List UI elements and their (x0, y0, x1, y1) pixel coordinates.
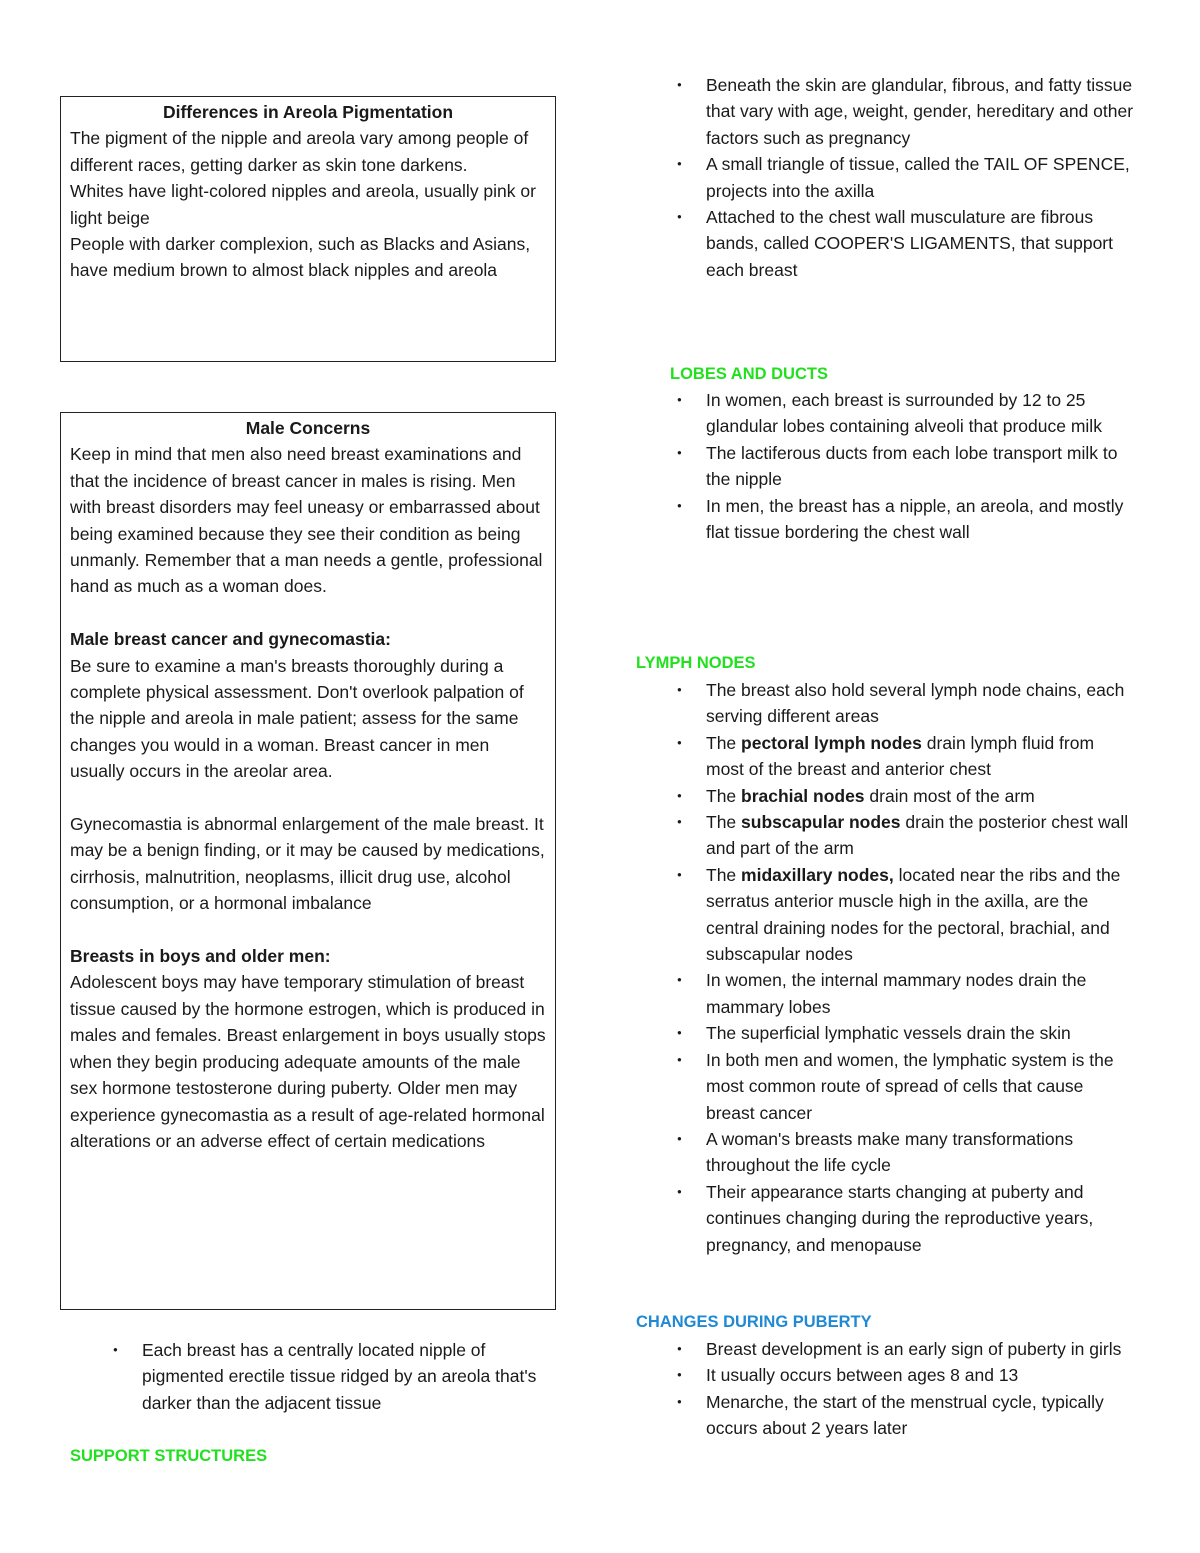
text-span: The (706, 732, 742, 753)
text-span: drain most of the arm (864, 785, 1035, 806)
male-cancer-paragraph: Be sure to examine a man's breasts thoroughly during a complete physical assessment. Don't overlook palpation of the nipple and areola in male patient; assess for the same changes you would in a woman. Breast cancer in men usually occurs in the areolar area. (70, 655, 524, 782)
bold-term: pectoral lymph nodes (741, 732, 922, 753)
list-item (636, 809, 1136, 862)
text-span: The (706, 864, 742, 885)
bold-term: brachial nodes (741, 785, 865, 806)
text-span: The (706, 812, 742, 833)
lobes-bullet-list (636, 387, 1136, 545)
bold-term: midaxillary nodes, (741, 864, 894, 885)
list-item: ● Their appearance starts changing at puberty and continues changing during the reproductive years, pregnancy, and menopause (636, 1179, 1136, 1258)
list-item: ● A woman's breasts make many transformations throughout the life cycle (636, 1126, 1136, 1179)
list-item: ● In women, the internal mammary nodes drain the mammary lobes (636, 967, 1136, 1020)
text-span: drain the posterior chest wall and part of the arm (706, 812, 1129, 859)
list-item: ● Menarche, the start of the menstrual cycle, typically occurs about 2 years later (636, 1389, 1136, 1442)
gynecomastia-paragraph: Gynecomastia is abnormal enlargement of the male breast. It may be a benign finding, or it may be caused by medications, cirrhosis, malnutrition, neoplasms, illicit drug use, alcohol consumption, or a hormonal imbalance (70, 814, 545, 914)
male-concerns-box (60, 412, 556, 1310)
list-item: ● In men, the breast has a nipple, an areola, and mostly flat tissue bordering the chest wall (636, 493, 1136, 546)
list-item: ● It usually occurs between ages 8 and 13 (636, 1362, 1136, 1388)
boys-heading: Breasts in boys and older men: (70, 946, 331, 967)
lymph-bullet-list (636, 677, 1136, 1258)
list-item: ● The superficial lymphatic vessels drain the skin (636, 1020, 1136, 1046)
areola-paragraph: The pigment of the nipple and areola vary among people of different races, getting darker as skin tone darkens. (70, 128, 529, 175)
areola-paragraph: Whites have light-colored nipples and areola, usually pink or light beige (70, 181, 536, 228)
list-item: ● In both men and women, the lymphatic system is the most common route of spread of cells that cause breast cancer (636, 1047, 1136, 1126)
text-span: The (706, 785, 742, 806)
list-item: ● Each breast has a centrally located nipple of pigmented erectile tissue ridged by an areola that's darker than the adjacent tissue (72, 1337, 552, 1416)
lymph-nodes-heading: LYMPH NODES (636, 654, 756, 672)
male-cancer-heading: Male breast cancer and gynecomastia: (70, 629, 391, 650)
list-item: ● Attached to the chest wall musculature are fibrous bands, called COOPER'S LIGAMENTS, that support each breast (636, 204, 1136, 283)
areola-pigmentation-box (60, 96, 556, 362)
bold-term: subscapular nodes (741, 812, 901, 833)
list-item: ● The lactiferous ducts from each lobe transport milk to the nipple (636, 440, 1136, 493)
male-box-title: Male Concerns (245, 418, 371, 438)
areola-paragraph: People with darker complexion, such as Blacks and Asians, have medium brown to almost black nipples and areola (70, 234, 531, 281)
changes-puberty-heading: CHANGES DURING PUBERTY (636, 1313, 872, 1331)
support-bullet-list (636, 72, 1136, 283)
list-item: ● A small triangle of tissue, called the TAIL OF SPENCE, projects into the axilla (636, 151, 1136, 204)
list-item (636, 862, 1136, 968)
list-item: ● Breast development is an early sign of puberty in girls (636, 1336, 1136, 1362)
text-span: located near the ribs and the serratus anterior muscle high in the axilla, are the central draining nodes for the pectoral, brachial, and subscapular nodes (706, 864, 1121, 965)
text-span: drain lymph fluid from most of the breast and anterior chest (706, 732, 1095, 780)
support-structures-heading: SUPPORT STRUCTURES (70, 1447, 268, 1465)
list-item (636, 730, 1136, 783)
lobes-ducts-heading: LOBES AND DUCTS (670, 365, 828, 383)
areola-box-title: Differences in Areola Pigmentation (162, 102, 454, 122)
left-bullet-list (72, 1337, 552, 1416)
list-item (636, 783, 1136, 809)
male-intro-paragraph: Keep in mind that men also need breast examinations and that the incidence of breast cancer in males is rising. Men with breast disorders may feel uneasy or embarrassed about being examined because they see their condition as being unmanly. Remember that a man needs a gentle, professional hand as much as a woman does. (70, 444, 543, 597)
boys-paragraph: Adolescent boys may have temporary stimulation of breast tissue caused by the hormone estrogen, which is produced in males and females. Breast enlargement in boys usually stops when they begin producing adequate amounts of the male sex hormone testosterone during puberty. Older men may experience gynecomastia as a result of age-related hormonal alterations or an adverse effect of certain medications (70, 972, 546, 1151)
puberty-bullet-list (636, 1336, 1136, 1442)
list-item: ● Beneath the skin are glandular, fibrous, and fatty tissue that vary with age, weight, gender, hereditary and other factors such as pregnancy (636, 72, 1136, 151)
list-item: ● The breast also hold several lymph node chains, each serving different areas (636, 677, 1136, 730)
list-item: ● In women, each breast is surrounded by 12 to 25 glandular lobes containing alveoli that produce milk (636, 387, 1136, 440)
